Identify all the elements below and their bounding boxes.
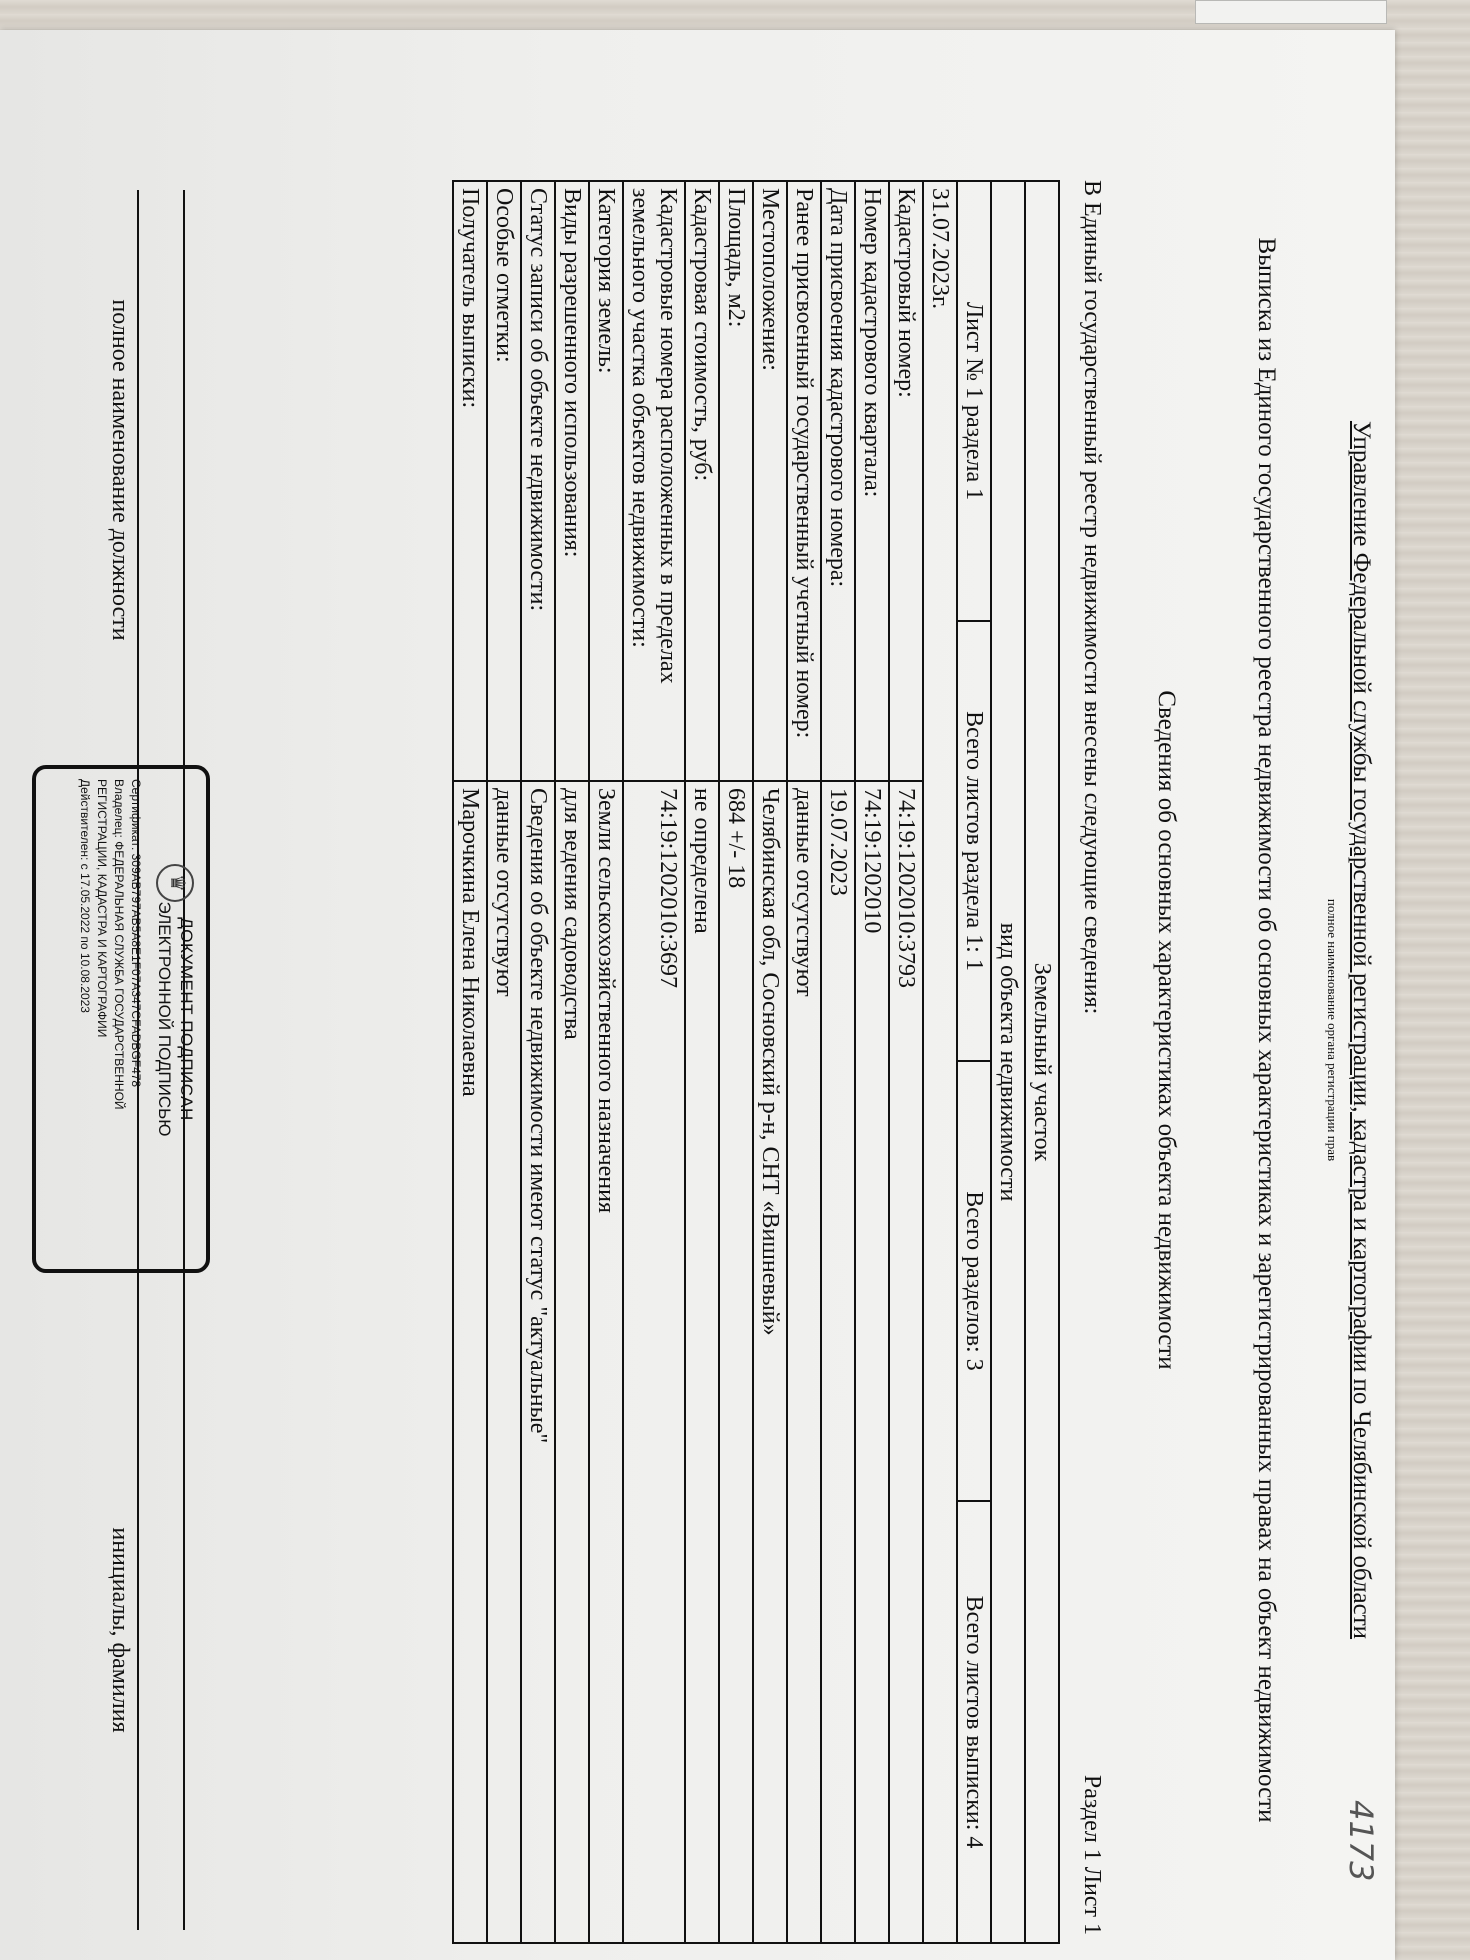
row-label: Кадастровая стоимость, руб: — [686, 182, 718, 782]
extract-date: 31.07.2023г. — [927, 188, 953, 310]
object-type-row — [1024, 182, 1058, 1942]
row-value: 74:19:1202010:3697 — [655, 788, 681, 989]
table-row — [684, 182, 718, 1942]
row-value: не определена — [689, 788, 715, 934]
stamp-certificate: Сертификат: 309AB797AB5A8E1F07A347CFADBGF478 — [129, 779, 143, 1088]
position-caption: полное наименование должности — [107, 299, 133, 641]
row-value: данные отсутствуют — [791, 788, 817, 997]
row-label: Получатель выписки: — [454, 182, 486, 782]
row-label: Категория земель: — [590, 182, 622, 782]
row-label: Особые отметки: — [488, 182, 520, 782]
stamp-owner-line1: Владелец: ФЕДЕРАЛЬНАЯ СЛУЖБА ГОСУДАРСТВЕННОЙ — [112, 779, 126, 1110]
table-row — [486, 182, 520, 1942]
row-label: Статус записи об объекте недвижимости: — [522, 182, 554, 782]
authority-caption: полное наименование органа регистрации прав — [1325, 898, 1340, 1162]
row-label: Кадастровые номера расположенных в пределах земельного участка объектов недвижимости: — [624, 182, 684, 782]
sections-total: Всего разделов: 3 — [958, 1062, 990, 1502]
table-row — [622, 182, 684, 1942]
row-label: Дата присвоения кадастрового номера: — [822, 182, 854, 782]
underlying-sheet-edge — [1195, 0, 1387, 24]
date-row — [922, 182, 956, 1942]
property-table — [452, 180, 1060, 1944]
cadastral-number-label: Кадастровый номер: — [890, 182, 922, 782]
table-row — [588, 182, 622, 1942]
cadastral-number-value: 74:19:1202010:3793 — [893, 788, 919, 989]
table-row — [854, 182, 888, 1942]
stamp-owner-line2: РЕГИСТРАЦИИ, КАДАСТРА И КАРТОГРАФИИ — [95, 779, 109, 1038]
row-label: Местоположение: — [754, 182, 786, 782]
object-type-caption-row — [990, 182, 1024, 1942]
table-row — [786, 182, 820, 1942]
row-label: Номер кадастрового квартала: — [856, 182, 888, 782]
section-sheets-total: Всего листов раздела 1: 1 — [958, 622, 990, 1062]
stamp-subtitle: ЭЛЕКТРОННОЙ ПОДПИСЬЮ — [155, 901, 174, 1137]
stamp-details — [76, 779, 144, 1110]
sheet-info-row — [956, 182, 990, 1942]
table-row — [752, 182, 786, 1942]
row-value: 74:19:1202010 — [859, 788, 885, 934]
stamp-title: ДОКУМЕНТ ПОДПИСАН — [177, 917, 196, 1121]
row-value: Земли сельскохозяйственного назначения — [593, 788, 619, 1214]
document-subtitle: Сведения об основных характеристиках объекта недвижимости — [1153, 690, 1180, 1370]
object-type-caption: вид объекта недвижимости — [995, 922, 1021, 1202]
row-label: Ранее присвоенный государственный учетный номер: — [788, 182, 820, 782]
handwritten-note: 4173 — [1342, 1800, 1380, 1882]
sheet-number: Лист № 1 раздела 1 — [958, 182, 990, 622]
table-row — [554, 182, 588, 1942]
electronic-signature-stamp — [32, 765, 210, 1273]
authority-name: Управление Федеральной службы государственной регистрации, кадастра и картографии по Челябинской области — [1348, 420, 1375, 1640]
document-page — [10, 100, 1395, 1960]
extract-sheets-total: Всего листов выписки: 4 — [961, 1595, 987, 1849]
table-row — [454, 182, 486, 1942]
row-label: Виды разрешенного использования: — [556, 182, 588, 782]
row-value: Сведения об объекте недвижимости имеют статус "актуальные" — [525, 788, 551, 1444]
table-row — [718, 182, 752, 1942]
document-paper — [0, 30, 1395, 1960]
initials-caption: инициалы, фамилия — [107, 1527, 133, 1733]
row-value: Челябинская обл, Сосновский р-н, СНТ «Вишневый» — [757, 788, 783, 1336]
row-value: 19.07.2023 — [825, 788, 851, 896]
row-value: данные отсутствуют — [491, 788, 517, 997]
table-row — [820, 182, 854, 1942]
row-label: Площадь, м2: — [720, 182, 752, 782]
section-label: Раздел 1 Лист 1 — [1079, 1774, 1105, 1935]
row-value: Марочкина Елена Николаевна — [457, 788, 483, 1097]
cadastral-number-row — [888, 182, 922, 1942]
document-title: Выписка из Единого государственного реестра недвижимости об основных характеристиках и зарегистрированных правах на объект недвижимости — [1253, 237, 1280, 1823]
intro-text: В Единый государственный реестр недвижимости внесены следующие сведения: — [1079, 180, 1105, 1015]
stamp-validity: Действителен: с 17.05.2022 по 10.08.2023 — [78, 779, 92, 1013]
coat-of-arms-icon: ♛ — [156, 864, 194, 902]
row-value: 684 +/- 18 — [723, 788, 749, 889]
row-value: для ведения садоводства — [559, 788, 585, 1040]
table-row — [520, 182, 554, 1942]
object-type: Земельный участок — [1029, 962, 1055, 1162]
